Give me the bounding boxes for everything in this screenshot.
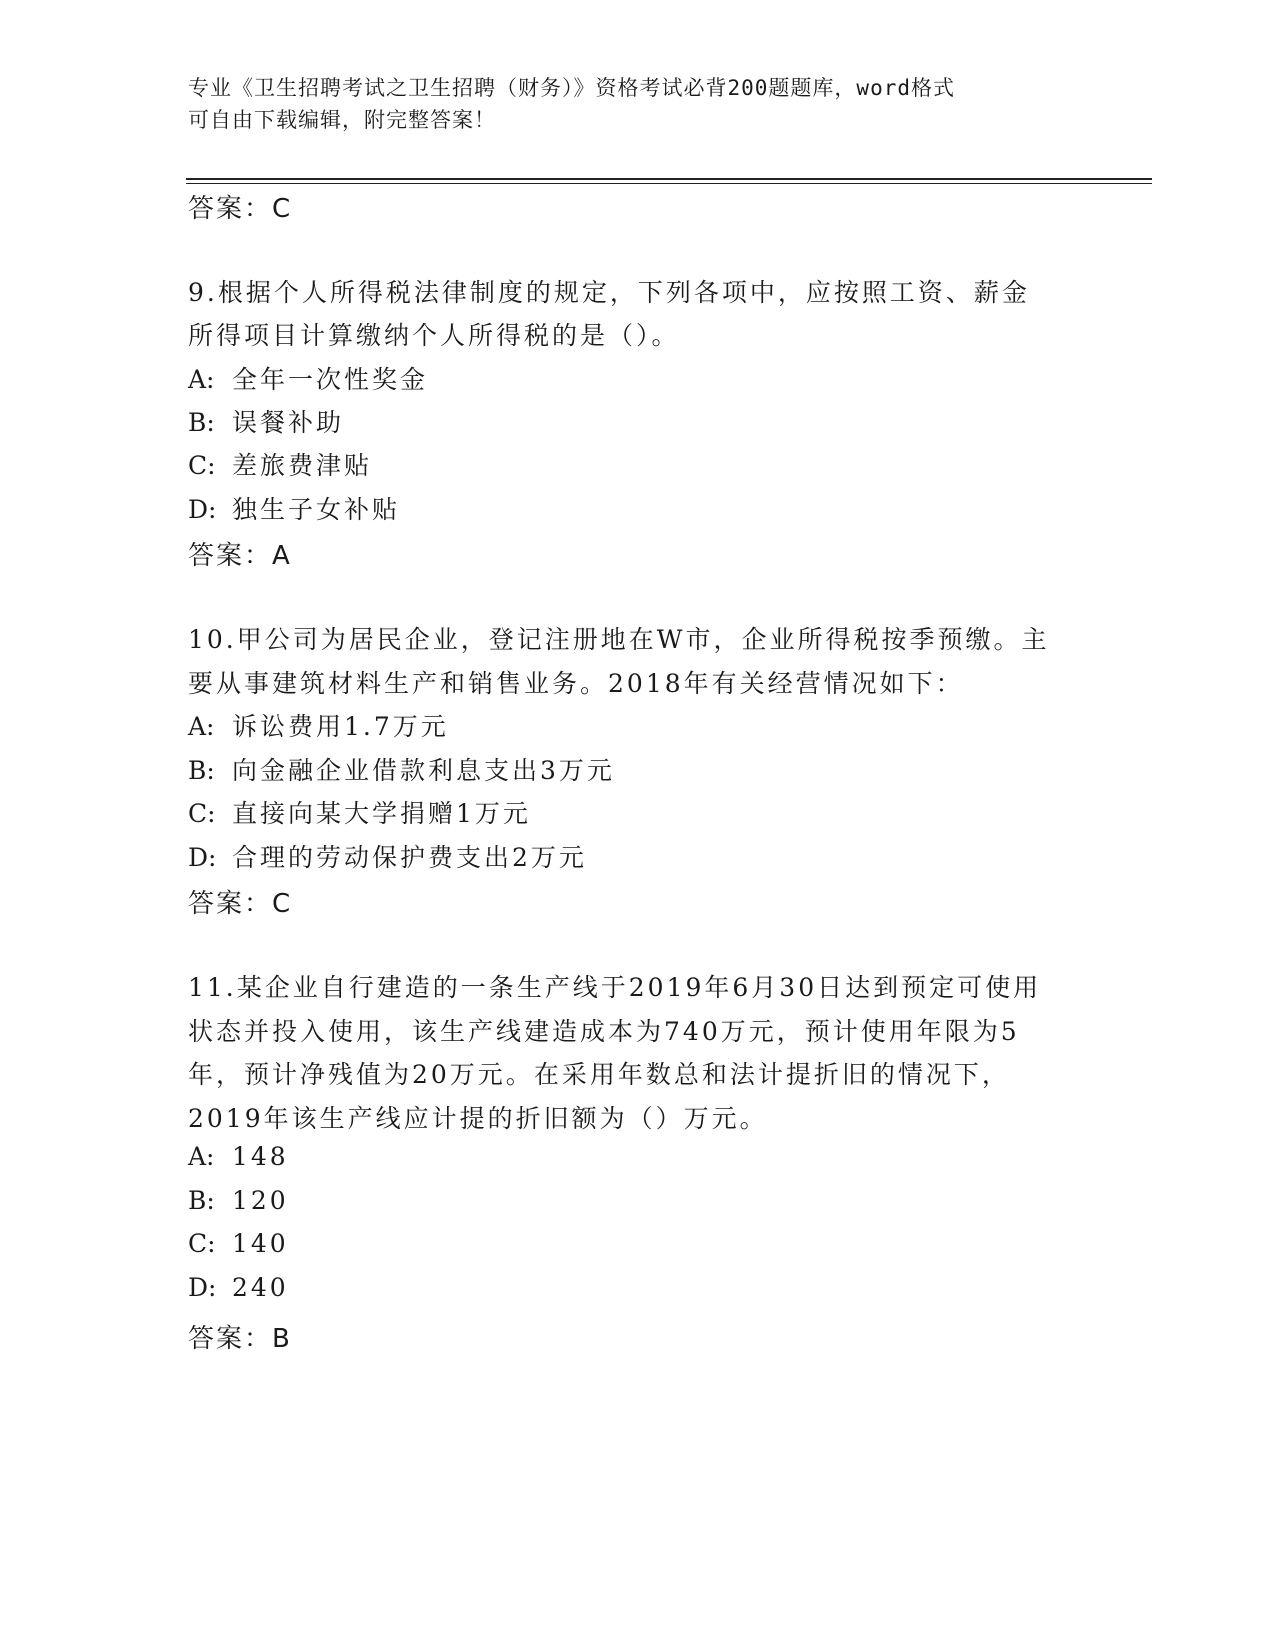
option-label: B: [188, 756, 215, 785]
document-header [188, 72, 1088, 136]
option-text: 合理的劳动保护费支出2万元 [232, 843, 587, 872]
question-11-text-line-3: 年，预计净残值为20万元。在采用年数总和法计提折旧的情况下， [188, 1060, 1010, 1089]
option-label: B: [188, 1186, 215, 1215]
question-10-text-line-1: 10.甲公司为居民企业，登记注册地在W市，企业所得税按季预缴。主 [188, 625, 1050, 654]
previous-answer: 答案：C [188, 194, 293, 224]
question-9-option-b [188, 403, 344, 439]
option-text: 向金融企业借款利息支出3万元 [232, 756, 615, 785]
question-10-answer: 答案：C [188, 889, 293, 919]
option-text: 120 [232, 1186, 289, 1215]
option-text: 差旅费津贴 [232, 451, 373, 480]
option-text: 全年一次性奖金 [232, 365, 429, 394]
option-label: B: [188, 408, 215, 437]
question-11-option-a [188, 1142, 289, 1171]
question-9-text-line-1: 9.根据个人所得税法律制度的规定，下列各项中，应按照工资、薪金 [188, 278, 1030, 307]
option-label: A: [188, 1142, 215, 1171]
header-line-2: 可自由下载编辑，附完整答案！ [188, 108, 496, 132]
question-11-option-b [188, 1186, 289, 1215]
header-divider-thin [186, 183, 1152, 184]
question-9-text-line-2: 所得项目计算缴纳个人所得税的是（）。 [188, 321, 680, 350]
option-label: D: [188, 495, 217, 524]
question-11-text-line-4: 2019年该生产线应计提的折旧额为（）万元。 [188, 1104, 768, 1133]
header-line-1: 专业《卫生招聘考试之卫生招聘（财务）》资格考试必背200题题库，word格式 [188, 76, 955, 100]
option-label: A: [188, 365, 215, 394]
question-9-option-a [188, 360, 428, 396]
option-text: 误餐补助 [232, 408, 345, 437]
question-11-text-line-1: 11.某企业自行建造的一条生产线于2019年6月30日达到预定可使用 [188, 973, 1042, 1002]
option-text: 直接向某大学捐赠1万元 [232, 799, 531, 828]
option-label: C: [188, 799, 216, 828]
question-11-option-d [188, 1273, 289, 1302]
question-11-answer: 答案：B [188, 1324, 292, 1354]
question-9-answer: 答案：A [188, 541, 292, 571]
header-divider-thick [186, 178, 1152, 180]
question-11-option-c [188, 1229, 289, 1258]
question-9-option-d [188, 490, 400, 526]
question-10-option-d [188, 838, 587, 874]
question-10-option-b [188, 751, 615, 787]
question-9-option-c [188, 446, 372, 482]
question-10-option-c [188, 794, 531, 830]
option-label: A: [188, 712, 215, 741]
option-label: C: [188, 451, 216, 480]
option-text: 240 [232, 1273, 289, 1302]
option-text: 140 [232, 1229, 289, 1258]
option-text: 诉讼费用1.7万元 [232, 712, 449, 741]
question-10-option-a [188, 707, 449, 743]
question-10-text-line-2: 要从事建筑材料生产和销售业务。2018年有关经营情况如下： [188, 669, 964, 698]
question-11-text-line-2: 状态并投入使用，该生产线建造成本为740万元，预计使用年限为5 [188, 1017, 1020, 1046]
option-label: D: [188, 843, 217, 872]
option-label: D: [188, 1273, 217, 1302]
option-text: 148 [232, 1142, 289, 1171]
option-label: C: [188, 1229, 216, 1258]
option-text: 独生子女补贴 [232, 495, 401, 524]
